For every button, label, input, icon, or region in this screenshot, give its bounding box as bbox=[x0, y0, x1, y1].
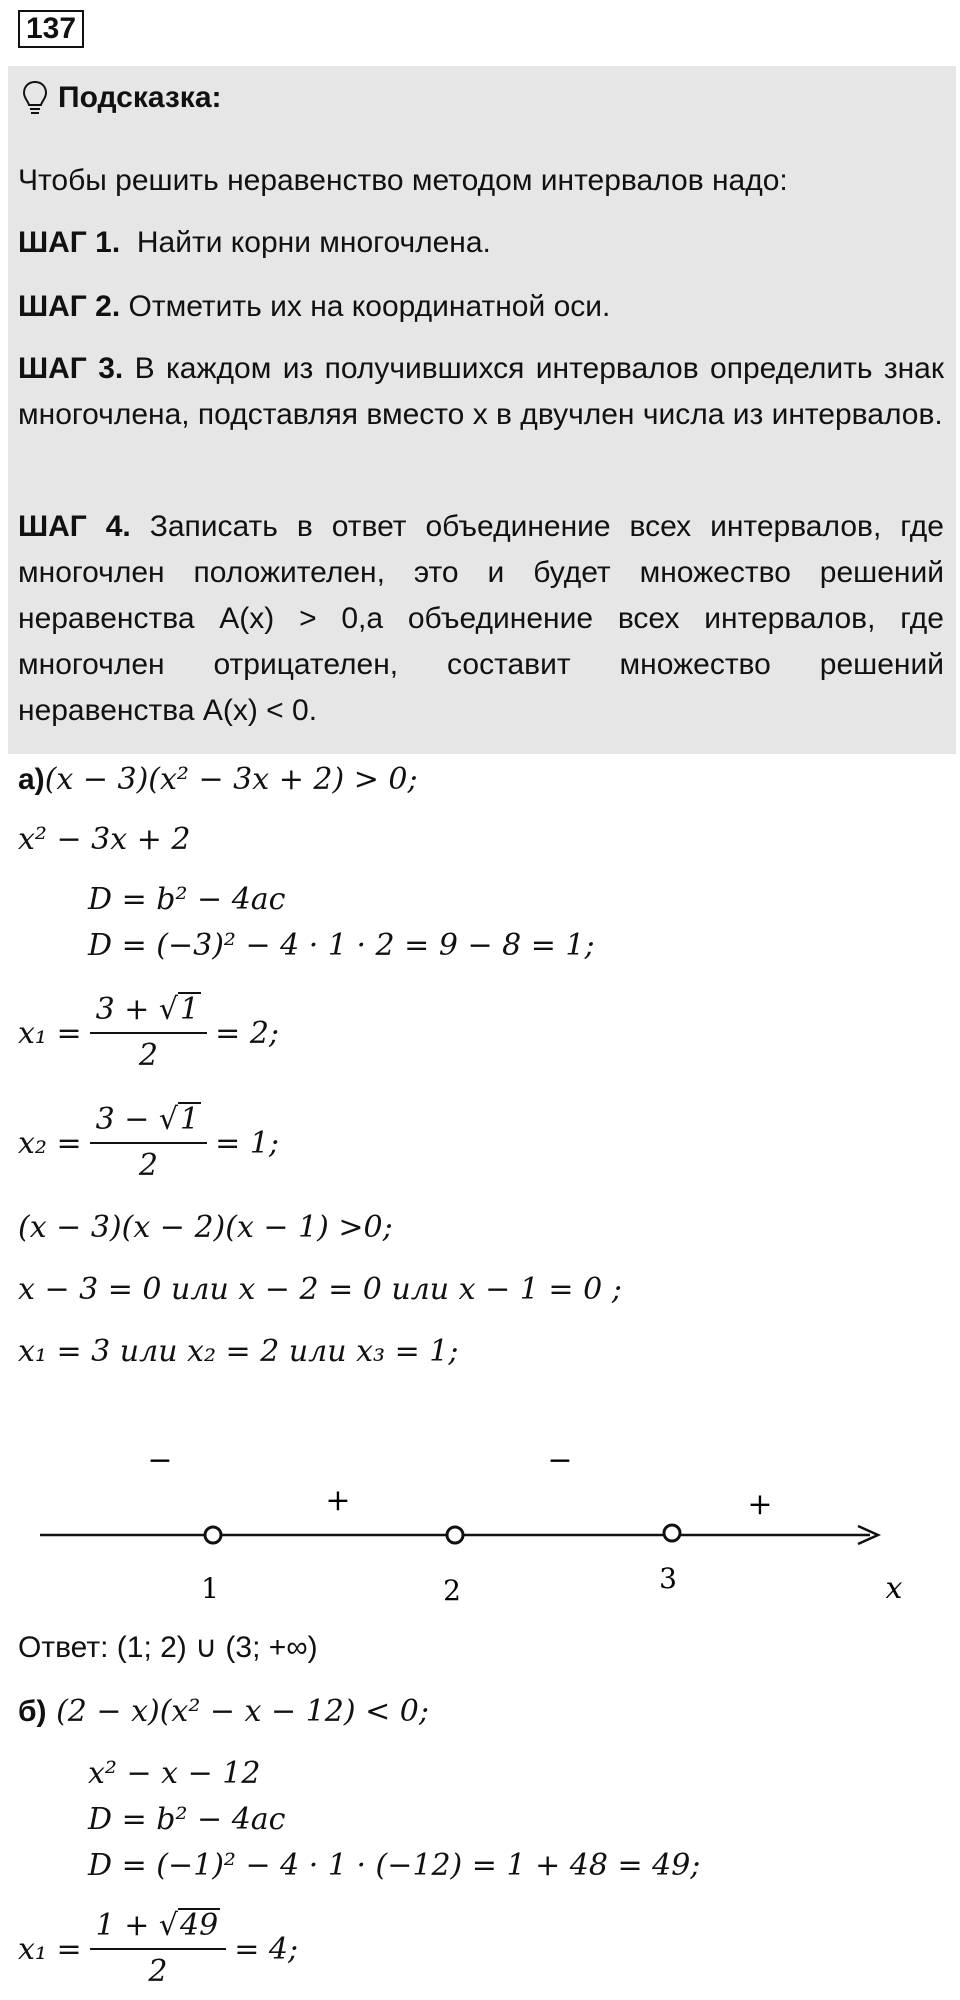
hint-title-text: Подсказка: bbox=[58, 81, 222, 114]
part-a-discriminant-calc: D = (−3)² − 4 · 1 · 2 = 9 − 8 = 1; bbox=[88, 928, 595, 963]
hint-title bbox=[22, 76, 222, 120]
sign-label: + bbox=[747, 1487, 773, 1522]
step-label: ШАГ 2. bbox=[18, 290, 121, 323]
lightbulb-icon bbox=[22, 80, 48, 116]
hint-step-2 bbox=[18, 284, 944, 330]
denominator: 2 bbox=[138, 1148, 158, 1183]
hint-step-4 bbox=[18, 504, 944, 734]
part-b-inequality bbox=[18, 1690, 429, 1734]
point-label: 2 bbox=[443, 1574, 461, 1607]
sqrt: √ 1 bbox=[158, 992, 200, 1027]
part-a-zeros: x − 3 = 0 или x − 2 = 0 или x − 1 = 0 ; bbox=[18, 1272, 622, 1307]
part-a-quadratic: x² − 3x + 2 bbox=[18, 822, 191, 857]
step-label: ШАГ 3. bbox=[18, 352, 124, 385]
radicand: 49 bbox=[180, 1908, 219, 1943]
point-1 bbox=[205, 1527, 221, 1543]
part-a-factored: (x − 3)(x − 2)(x − 1) >0; bbox=[18, 1210, 393, 1245]
sign-label: + bbox=[325, 1483, 351, 1518]
step-text: Отметить их на координатной оси. bbox=[128, 290, 611, 323]
step-text: Записать в ответ объединение всех интервалов, где многочлен положителен, это и будет множество решений неравенства A(x) > 0,а объединение всех интервалов, где многочлен отрицателен, составит множество решений неравенства A(x) < 0. bbox=[18, 510, 944, 727]
part-a-inequality bbox=[18, 758, 418, 802]
point-3 bbox=[664, 1525, 680, 1541]
denominator: 2 bbox=[148, 1954, 168, 1989]
radicand: 1 bbox=[180, 992, 200, 1027]
root-rhs: = 4; bbox=[234, 1931, 299, 1967]
part-a-root1 bbox=[18, 990, 279, 1076]
part-a-discriminant-formula: D = b² − 4ac bbox=[88, 882, 286, 917]
inequality-text: (x − 3)(x² − 3x + 2) > 0; bbox=[44, 762, 418, 797]
point-label: 1 bbox=[201, 1572, 219, 1605]
step-text: В каждом из получившихся интервалов определить знак многочлена, подставляя вместо x в двучлен числа из интервалов. bbox=[18, 352, 944, 431]
numerator: 3 + bbox=[95, 992, 159, 1027]
step-label: ШАГ 4. bbox=[18, 510, 131, 543]
part-label: б) bbox=[18, 1695, 47, 1728]
root-lhs: x₂ = bbox=[18, 1125, 82, 1161]
hint-step-1 bbox=[18, 220, 944, 266]
hint-step-3 bbox=[18, 346, 944, 438]
radicand: 1 bbox=[180, 1102, 200, 1137]
numerator: 1 + bbox=[95, 1908, 159, 1943]
axis-label: x bbox=[885, 1571, 903, 1606]
part-b-root1 bbox=[18, 1906, 298, 1992]
fraction bbox=[90, 1100, 208, 1186]
hint-intro: Чтобы решить неравенство методом интервалов надо: bbox=[18, 164, 788, 197]
fraction bbox=[90, 1906, 227, 1992]
sqrt: √ 1 bbox=[158, 1102, 200, 1137]
numerator: 3 − bbox=[95, 1102, 159, 1137]
part-b-discriminant-calc: D = (−1)² − 4 · 1 · (−12) = 1 + 48 = 49; bbox=[88, 1848, 701, 1883]
step-label: ШАГ 1. bbox=[18, 226, 121, 259]
part-a-answer: Ответ: (1; 2) ∪ (3; +∞) bbox=[18, 1631, 318, 1664]
inequality-text: (2 − x)(x² − x − 12) < 0; bbox=[56, 1694, 429, 1729]
sign-label: − bbox=[147, 1443, 173, 1478]
point-2 bbox=[447, 1527, 463, 1543]
fraction bbox=[90, 990, 208, 1076]
part-label: а) bbox=[18, 763, 45, 796]
part-a-root2 bbox=[18, 1100, 279, 1186]
sign-label: − bbox=[547, 1443, 573, 1478]
number-line bbox=[0, 1430, 960, 1610]
part-b-quadratic: x² − x − 12 bbox=[88, 1756, 261, 1791]
root-lhs: x₁ = bbox=[18, 1015, 82, 1051]
root-rhs: = 1; bbox=[215, 1125, 280, 1161]
part-a-roots: x₁ = 3 или x₂ = 2 или x₃ = 1; bbox=[18, 1334, 459, 1369]
step-text: Найти корни многочлена. bbox=[136, 226, 491, 259]
point-label: 3 bbox=[659, 1562, 677, 1595]
root-lhs: x₁ = bbox=[18, 1931, 82, 1967]
root-rhs: = 2; bbox=[215, 1015, 280, 1051]
sqrt: √ 49 bbox=[158, 1908, 219, 1943]
problem-number: 137 bbox=[18, 10, 84, 48]
denominator: 2 bbox=[138, 1038, 158, 1073]
part-b-discriminant-formula: D = b² − 4ac bbox=[88, 1802, 286, 1837]
